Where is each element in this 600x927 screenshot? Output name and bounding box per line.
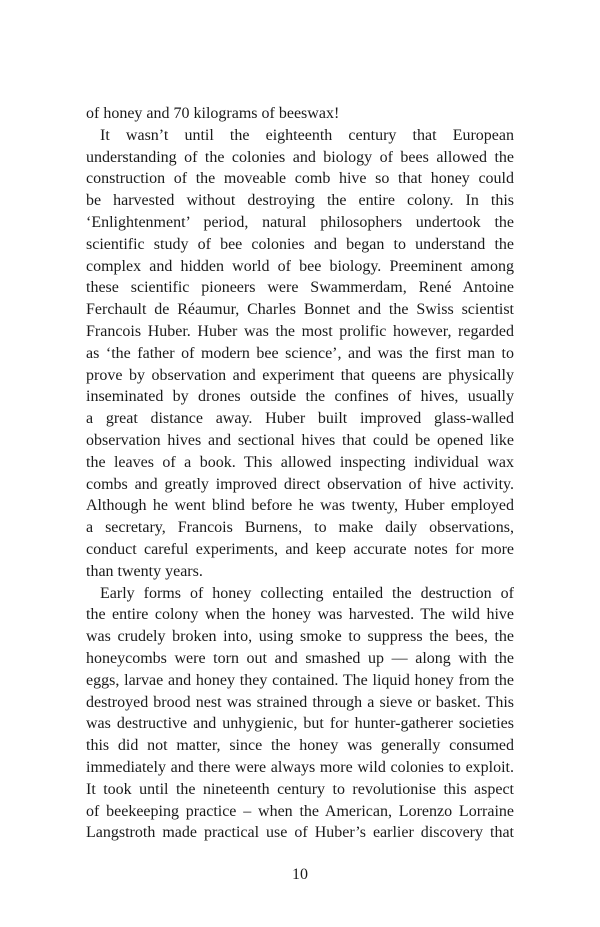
text-line: of honey and 70 kilograms of beeswax! [86, 105, 340, 122]
text-line: prove by observation and experiment that queens are physically [86, 366, 514, 384]
text-line: honeycombs were torn out and smashed up — along with the [86, 649, 514, 667]
text-line: conduct careful experiments, and keep accurate notes for more [86, 540, 514, 558]
text-line: immediately and there were always more wild colonies to exploit. [86, 758, 514, 776]
text-line: observation hives and sectional hives that could be opened like [86, 431, 514, 449]
text-line: eggs, larvae and honey they contained. The liquid honey from the [86, 671, 514, 689]
text-line: ‘Enlightenment’ period, natural philosophers undertook the [86, 213, 514, 231]
text-line: Langstroth made practical use of Huber’s earlier discovery that [86, 824, 514, 842]
text-line: was destructive and unhygienic, but for hunter-gatherer societies [86, 715, 514, 733]
text-line: complex and hidden world of bee biology. Preeminent among [86, 257, 514, 275]
text-line: It wasn’t until the eighteenth century that European [100, 126, 514, 144]
text-line: a great distance away. Huber built improved glass-walled [86, 410, 514, 428]
paragraph [86, 103, 514, 125]
text-line: Although he went blind before he was twenty, Huber employed [86, 497, 514, 515]
page-number: 10 [292, 866, 308, 883]
text-line: of beekeeping practice – when the American, Lorenzo Lorraine [86, 802, 514, 820]
text-line: destroyed brood nest was strained through a sieve or basket. This [86, 693, 514, 711]
paragraph [86, 583, 514, 845]
text-line: It took until the nineteenth century to revolutionise this aspect [86, 780, 514, 798]
body-text [86, 103, 514, 844]
text-line: Francois Huber. Huber was the most prolific however, regarded [86, 322, 514, 340]
text-line: than twenty years. [86, 562, 203, 580]
text-line: was crudely broken into, using smoke to suppress the bees, the [86, 628, 514, 646]
text-line: be harvested without destroying the entire colony. In this [86, 192, 514, 210]
text-line: the entire colony when the honey was harvested. The wild hive [86, 606, 514, 624]
text-line: Ferchault de Réaumur, Charles Bonnet and the Swiss scientist [86, 301, 514, 319]
text-line: a secretary, Francois Burnens, to make daily observations, [86, 519, 514, 537]
text-line: these scientific pioneers were Swammerdam, René Antoine [86, 279, 514, 297]
text-line: this did not matter, since the honey was generally consumed [86, 737, 514, 755]
text-line: inseminated by drones outside the confines of hives, usually [86, 388, 514, 406]
text-line: understanding of the colonies and biology of bees allowed the [86, 148, 514, 166]
text-line: construction of the moveable comb hive so that honey could [86, 170, 514, 188]
text-line: scientific study of bee colonies and began to understand the [86, 235, 514, 253]
text-line: the leaves of a book. This allowed inspecting individual wax [86, 453, 514, 471]
text-line: combs and greatly improved direct observation of hive activity. [86, 475, 514, 493]
paragraph [86, 125, 514, 583]
text-line: as ‘the father of modern bee science’, and was the first man to [86, 344, 514, 362]
text-line: Early forms of honey collecting entailed the destruction of [100, 584, 514, 602]
